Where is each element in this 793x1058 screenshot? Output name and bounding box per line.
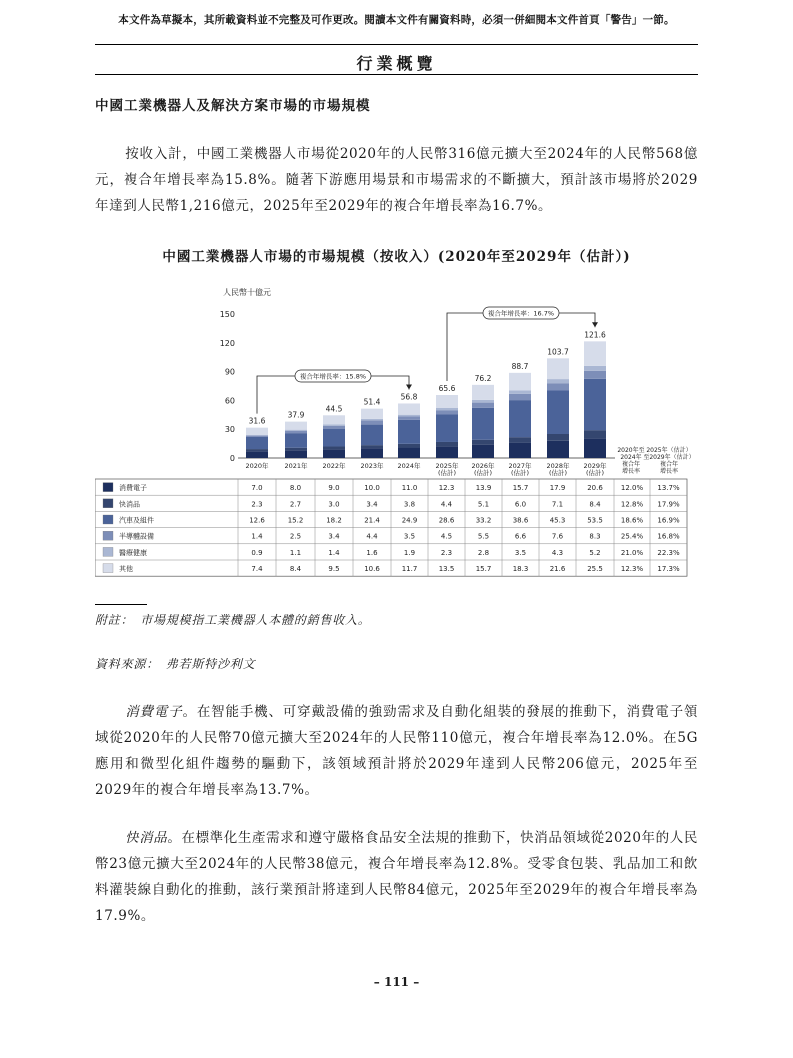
bar-segment [547, 391, 569, 434]
table-cell-value: 2.3 [251, 500, 263, 509]
table-cell-value: 21.6 [549, 565, 566, 574]
bar-segment [398, 417, 420, 420]
bar-stack-5 [398, 392, 420, 458]
chart-source: 資料來源： 弗若斯特沙利文 [95, 657, 256, 671]
bar-total-label: 56.8 [400, 392, 418, 402]
y-tick-label: 150 [219, 310, 235, 319]
bar-segment [509, 437, 531, 443]
cagr-badge-label: 複合年增長率：15.8% [299, 372, 367, 381]
bar-segment [361, 448, 383, 458]
table-cell-cagr-2020-2024: 21.0% [620, 548, 644, 557]
bar-segment [361, 420, 383, 424]
cagr-annotations [257, 307, 598, 414]
table-cell-value: 3.5 [514, 548, 527, 557]
series-name: 其他 [119, 565, 133, 574]
table-cell-value: 8.0 [289, 484, 302, 493]
bar-segment [509, 390, 531, 393]
bar-segment [361, 445, 383, 448]
bar-segment [509, 400, 531, 437]
bar-segment [246, 436, 268, 437]
bar-segment [584, 379, 606, 430]
table-cell-value: 0.9 [251, 548, 263, 557]
section-title: 行業概覽 [356, 54, 437, 73]
bar-total-label: 31.6 [248, 416, 266, 426]
table-cell-value: 6.6 [514, 532, 527, 541]
bar-segment [584, 438, 606, 458]
bar-segment [285, 431, 307, 433]
table-cell-value: 4.4 [366, 532, 378, 541]
table-cell-value: 5.1 [477, 500, 490, 509]
table-cell-value: 2.7 [289, 500, 302, 509]
bar-total-label: 76.2 [474, 373, 492, 383]
table-cell-value: 4.5 [440, 532, 453, 541]
table-cell-value: 3.8 [403, 500, 416, 509]
bar-stack-2 [285, 411, 307, 458]
table-cell-cagr-2025-2029: 22.3% [657, 548, 680, 557]
paragraph-lead: 消費電子 [125, 704, 183, 720]
x-tick-label: 2027年 [508, 462, 532, 470]
bar-segment [509, 443, 531, 458]
cagr-arrowhead [406, 384, 412, 389]
bar-segment [246, 449, 268, 451]
bar-segment [323, 426, 345, 429]
table-cell-value: 15.2 [287, 516, 304, 525]
x-axis-labels [245, 461, 607, 477]
bar-stack-9 [547, 347, 569, 458]
bar-segment [509, 373, 531, 391]
bar-stack-8 [509, 362, 531, 458]
note-rule [95, 604, 147, 605]
bar-segment [285, 430, 307, 431]
bar-total-label: 121.6 [584, 330, 606, 340]
table-cell-value: 38.6 [512, 516, 529, 525]
table-cell-cagr-2025-2029: 16.8% [657, 532, 680, 541]
bar-segment [472, 408, 494, 440]
bar-segment [285, 433, 307, 448]
table-row [103, 515, 680, 525]
y-tick-label: 120 [219, 338, 235, 348]
table-cell-cagr-2025-2029: 17.9% [657, 500, 680, 509]
table-cell-value: 5.5 [477, 532, 490, 541]
x-tick-sublabel: (估計) [548, 469, 568, 477]
x-tick-label: 2026年 [471, 462, 495, 470]
table-cell-value: 53.5 [587, 516, 603, 525]
table-cell-value: 15.7 [475, 565, 492, 574]
table-cell-value: 8.3 [589, 532, 601, 541]
table-cell-value: 25.5 [587, 565, 603, 574]
data-table [95, 479, 687, 576]
legend-swatch [103, 483, 113, 492]
table-cell-value: 7.0 [251, 484, 263, 493]
bar-segment [584, 430, 606, 438]
table-cell-value: 3.0 [328, 500, 340, 509]
table-cell-value: 13.5 [438, 565, 455, 574]
bar-segment [398, 403, 420, 414]
x-tick-sublabel: (估計) [585, 469, 605, 477]
y-axis-unit-label: 人民幣十億元 [223, 288, 271, 297]
bar-stack-10 [584, 330, 606, 458]
table-cell-value: 45.3 [549, 516, 566, 525]
bar-segment [323, 449, 345, 458]
table-cell-value: 11.7 [401, 565, 418, 574]
x-tick-sublabel: (估計) [473, 469, 493, 477]
bar-segment [547, 441, 569, 458]
legend-swatch [103, 499, 113, 508]
bar-segment [361, 425, 383, 446]
cagr-badge-label: 複合年增長率：16.7% [487, 309, 555, 318]
bar-segment [398, 444, 420, 448]
legend-swatch [103, 515, 113, 524]
bar-stack-6 [436, 384, 458, 458]
x-tick-sublabel: (估計) [437, 469, 457, 477]
table-cell-value: 12.3 [438, 484, 455, 493]
bar-stack-7 [472, 374, 494, 458]
table-cell-value: 2.5 [289, 532, 302, 541]
bar-stack-1 [246, 417, 268, 458]
table-cell-value: 33.2 [475, 516, 492, 525]
table-row [103, 483, 680, 493]
bar-total-label: 65.6 [438, 384, 456, 394]
bar-total-label: 37.9 [287, 410, 305, 420]
legend-swatch [103, 531, 113, 540]
series-name: 消費電子 [119, 484, 147, 493]
table-cell-value: 1.6 [366, 548, 378, 557]
table-cell-value: 2.8 [477, 548, 490, 557]
cagr-header-text: 2020年至 [617, 447, 645, 454]
table-row [103, 531, 680, 541]
bar-segment [584, 366, 606, 371]
paragraph-fmcg [95, 825, 698, 929]
table-cell-value: 18.2 [326, 516, 342, 525]
page-number: – 111 – [373, 975, 420, 989]
x-tick-label: 2020年 [245, 462, 269, 470]
bar-segment [547, 383, 569, 390]
x-tick-label: 2025年 [435, 462, 459, 470]
cagr-arrowhead [592, 322, 598, 327]
series-name: 半導體設備 [119, 532, 154, 541]
table-cell-cagr-2020-2024: 12.8% [620, 500, 644, 509]
bar-segment [246, 428, 268, 435]
bar-segment [361, 409, 383, 419]
table-cell-value: 21.4 [364, 516, 380, 525]
table-cell-value: 4.4 [440, 500, 453, 509]
x-tick-label: 2024年 [397, 462, 421, 470]
x-tick-sublabel: (估計) [510, 469, 530, 477]
table-cell-value: 15.7 [512, 484, 529, 493]
cagr-header-text: 複合年 [659, 461, 679, 468]
table-row [103, 499, 680, 509]
table-cell-value: 6.0 [514, 500, 527, 509]
x-tick-label: 2021年 [284, 462, 308, 470]
market-size-chart [95, 278, 698, 578]
chart-title: 中國工業機器人市場的市場規模（按收入）(2020年至2029年（估計）) [162, 249, 631, 265]
table-cell-value: 20.6 [587, 484, 603, 493]
table-cell-value: 7.1 [551, 500, 564, 509]
table-cell-value: 3.5 [403, 532, 416, 541]
bar-stack-3 [323, 404, 345, 458]
table-cell-value: 24.9 [401, 516, 418, 525]
table-cell-value: 1.4 [328, 548, 340, 557]
bar-total-label: 51.4 [363, 397, 381, 407]
table-cell-value: 1.4 [251, 532, 263, 541]
table-cell-value: 12.6 [249, 516, 265, 525]
bar-segment [472, 445, 494, 458]
y-tick-label: 90 [224, 367, 235, 377]
bar-segment [584, 341, 606, 365]
bar-segment [472, 385, 494, 400]
bar-segment [246, 437, 268, 449]
bar-segment [547, 434, 569, 441]
bar-segment [547, 358, 569, 379]
table-cell-value: 5.2 [589, 548, 601, 557]
bar-segment [436, 408, 458, 410]
header-rule-bottom [95, 74, 698, 75]
table-row [103, 564, 680, 574]
x-tick-label: 2029年 [583, 462, 607, 470]
table-cell-value: 1.1 [289, 548, 302, 557]
subheading: 中國工業機器人及解決方案市場的市場規模 [95, 98, 371, 114]
bar-segment [285, 450, 307, 458]
y-tick-label: 0 [229, 454, 235, 463]
bar-segment [584, 371, 606, 379]
bar-segment [509, 394, 531, 400]
table-cell-value: 10.6 [364, 565, 380, 574]
bar-segment [246, 435, 268, 436]
series-name: 快消品 [119, 500, 140, 509]
bar-segment [472, 403, 494, 408]
table-cell-value: 8.4 [589, 500, 601, 509]
bar-total-label: 88.7 [511, 361, 529, 371]
bar-segment [285, 422, 307, 430]
table-cell-value: 7.4 [251, 565, 263, 574]
cagr-header-text: 2025年（估計） [646, 447, 692, 454]
chart-note: 附註： 市場規模指工業機器人本體的銷售收入。 [95, 613, 371, 627]
y-tick-label: 30 [224, 425, 235, 435]
cagr-header-text: 至2029年（估計） [643, 454, 695, 461]
bar-segment [361, 419, 383, 421]
table-cell-cagr-2025-2029: 16.9% [657, 516, 680, 525]
bar-stacks [246, 330, 606, 458]
table-row [103, 547, 680, 557]
table-cell-value: 28.6 [438, 516, 455, 525]
table-cell-value: 18.3 [512, 565, 529, 574]
cagr-column-headers [617, 446, 694, 475]
paragraph-lead: 快消品 [125, 830, 168, 846]
paragraph-consumer-electronics [95, 699, 698, 803]
y-tick-label: 60 [224, 396, 235, 406]
bar-total-label: 44.5 [325, 404, 343, 414]
bar-segment [436, 395, 458, 408]
bar-segment [436, 446, 458, 458]
bar-segment [436, 442, 458, 446]
bar-segment [547, 379, 569, 383]
legend-swatch [103, 564, 113, 573]
bar-segment [323, 446, 345, 449]
paragraph-text: 按收入計，中國工業機器人市場從2020年的人民幣316億元擴大至2024年的人民幣568億元，複合年增長率為15.8%。隨著下游應用場景和市場需求的不斷擴大，預計該市場將於2029年達到人民幣1,216億元，2025年至2029年的複合年增長率為16.7%。 [95, 146, 698, 214]
series-name: 汽車及組件 [119, 516, 154, 525]
bar-segment [246, 451, 268, 458]
table-cell-value: 1.9 [403, 548, 416, 557]
bar-segment [436, 415, 458, 442]
table-cell-value: 4.3 [551, 548, 564, 557]
table-cell-cagr-2020-2024: 12.3% [620, 565, 644, 574]
bar-segment [398, 447, 420, 458]
draft-warning: 本文件為草擬本，其所載資料並不完整及可作更改。閱讀本文件有關資料時，必須一併細閱本文件首頁「警告」一節。 [118, 14, 675, 26]
bar-total-label: 103.7 [547, 347, 569, 357]
cagr-header-text: 增長率 [659, 468, 679, 475]
cagr-header-text: 複合年 [621, 461, 641, 468]
x-tick-label: 2023年 [360, 462, 384, 470]
bar-stack-4 [361, 398, 383, 458]
table-cell-value: 3.4 [366, 500, 378, 509]
x-tick-label: 2022年 [322, 462, 346, 470]
table-cell-value: 3.4 [328, 532, 340, 541]
header-rule-top [95, 44, 698, 45]
bar-segment [323, 429, 345, 446]
table-cell-cagr-2020-2024: 18.6% [620, 516, 644, 525]
cagr-header-text: 增長率 [621, 468, 641, 475]
table-cell-value: 7.6 [551, 532, 564, 541]
table-cell-value: 9.5 [328, 565, 340, 574]
table-cell-value: 10.0 [364, 484, 380, 493]
table-cell-value: 13.9 [475, 484, 492, 493]
bar-segment [472, 400, 494, 403]
cagr-header-text: 2024年 [620, 454, 642, 461]
x-tick-label: 2028年 [546, 462, 570, 470]
table-cell-cagr-2020-2024: 25.4% [620, 532, 644, 541]
table-cell-value: 11.0 [401, 484, 418, 493]
table-cell-cagr-2020-2024: 12.0% [620, 484, 644, 493]
paragraph-text: 。在標準化生產需求和遵守嚴格食品安全法規的推動下，快消品領域從2020年的人民幣23億元擴大至2024年的人民幣38億元，複合年增長率為12.8%。受零食包裝、乳品加工和飲料灌裝線自動化的推動，該行業預計將達到人民幣84億元，2025年至2029年的複合年增長率為17.9%。 [95, 830, 698, 924]
series-name: 醫療健康 [119, 548, 147, 557]
table-cell-cagr-2025-2029: 17.3% [657, 565, 680, 574]
bar-segment [285, 448, 307, 451]
table-cell-cagr-2025-2029: 13.7% [657, 484, 680, 493]
table-cell-value: 17.9 [549, 484, 566, 493]
bar-segment [398, 420, 420, 444]
bar-segment [472, 440, 494, 445]
table-cell-value: 9.0 [328, 484, 340, 493]
bar-segment [323, 424, 345, 425]
bar-segment [398, 415, 420, 417]
bar-segment [436, 410, 458, 414]
table-cell-value: 8.4 [289, 565, 302, 574]
bar-segment [323, 415, 345, 424]
legend-swatch [103, 547, 113, 556]
paragraph-text: 。在智能手機、可穿戴設備的強勁需求及自動化組裝的發展的推動下，消費電子領域從2020年的人民幣70億元擴大至2024年的人民幣110億元，複合年增長率為12.0%。在5G應用和微型化組件趨勢的驅動下，該領域預計將於2029年達到人民幣206億元，2025年至2029年的複合年增長率為13.7%。 [95, 704, 698, 798]
paragraph-market-size [95, 141, 698, 219]
table-cell-value: 2.3 [440, 548, 453, 557]
